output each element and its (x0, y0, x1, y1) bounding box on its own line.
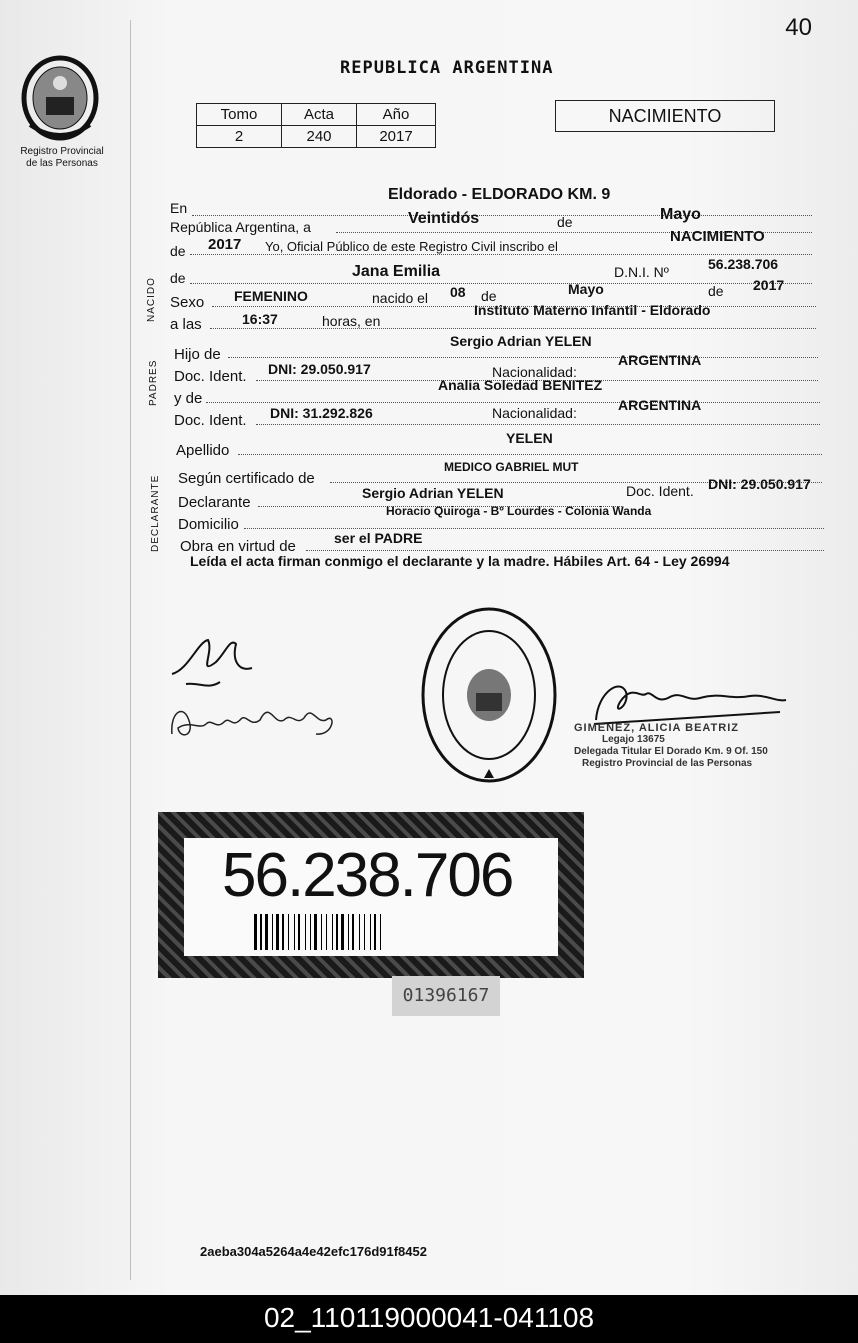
official-name: GIMENEZ, ALICIA BEATRIZ (574, 722, 739, 734)
obra-value: ser el PADRE (334, 530, 423, 546)
official-role: Delegada Titular El Dorado Km. 9 Of. 150 (574, 746, 768, 757)
obra-label: Obra en virtud de (180, 538, 296, 555)
y-de-label: y de (174, 390, 203, 407)
signature-official-icon (590, 672, 790, 727)
dotted-line (238, 454, 822, 455)
barcode-bar (341, 914, 344, 950)
document-hash: 2aeba304a5264a4e42efc176d91f8452 (200, 1244, 427, 1259)
mother-nationality: ARGENTINA (618, 397, 702, 413)
father-name: Sergio Adrian YELEN (450, 333, 592, 349)
father-doc-label: Doc. Ident. (174, 368, 247, 385)
dotted-line (256, 424, 820, 425)
registry-label-line2: de las Personas (26, 158, 98, 169)
barcode-bar (326, 914, 327, 950)
declarante-doc: DNI: 29.050.917 (708, 476, 811, 492)
mother-doc: DNI: 31.292.826 (270, 405, 373, 421)
footer-code: 02_110119000041-041108 (0, 1295, 858, 1343)
nacido-el-label: nacido el (372, 290, 429, 306)
barcode-bar (374, 914, 376, 950)
barcode-bar (332, 914, 333, 950)
year-prefix: de (170, 243, 186, 259)
year-value: 2017 (208, 236, 242, 253)
barcode-bar (348, 914, 349, 950)
dotted-line (228, 357, 818, 358)
acta-value: 240 (282, 126, 357, 148)
birth-month: Mayo (568, 281, 604, 297)
barcode-bar (260, 914, 262, 950)
act-type-box: NACIMIENTO (555, 100, 775, 132)
birth-year: 2017 (753, 277, 785, 293)
margin-line (130, 20, 131, 1280)
mother-nationality-label: Nacionalidad: (492, 405, 577, 421)
signature-father-icon (168, 632, 258, 692)
dotted-line (192, 215, 812, 216)
birth-day: 08 (450, 284, 466, 300)
serial-number: 01396167 (392, 976, 500, 1016)
barcode-bar (254, 914, 257, 950)
section-label-padres: PADRES (148, 359, 159, 406)
day-value: Veintidós (408, 210, 480, 227)
apellido-label: Apellido (176, 442, 230, 459)
official-stamp-text (574, 722, 768, 770)
registry-label (8, 146, 116, 170)
father-doc: DNI: 29.050.917 (268, 361, 371, 377)
acta-header: Acta (282, 104, 357, 126)
barcode-bar (314, 914, 317, 950)
tomo-value: 2 (197, 126, 282, 148)
official-registry: Registro Provincial de las Personas (582, 758, 753, 769)
place-value: Eldorado - ELDORADO KM. 9 (388, 186, 611, 203)
birth-time: 16:37 (242, 311, 278, 327)
dotted-line (210, 328, 816, 329)
page-number: 40 (785, 14, 812, 41)
hijo-de-label: Hijo de (174, 346, 221, 363)
barcode-bar (310, 914, 311, 950)
domicilio-label: Domicilio (178, 516, 239, 533)
father-nationality-label: Nacionalidad: (492, 364, 577, 380)
father-nationality: ARGENTINA (618, 352, 702, 368)
declarante-doc-label: Doc. Ident. (626, 483, 694, 499)
act-value: NACIMIENTO (670, 228, 765, 245)
dni-label: D.N.I. Nº (614, 264, 669, 280)
barcode-bar (282, 914, 284, 950)
mother-name: Analia Soledad BENITEZ (438, 377, 603, 393)
a-las-label: a las (170, 316, 202, 333)
barcode-bar (298, 914, 300, 950)
anio-header: Año (357, 104, 436, 126)
barcode-bar (370, 914, 371, 950)
barcode-bar (380, 914, 381, 950)
anio-value: 2017 (357, 126, 436, 148)
dotted-line (306, 550, 824, 551)
section-label-declarante: DECLARANTE (150, 474, 161, 552)
sexo-label: Sexo (170, 294, 205, 311)
barcode-bar (272, 914, 273, 950)
barcode-bar (305, 914, 306, 950)
horas-label: horas, en (322, 313, 381, 329)
tomo-acta-anio-table (196, 103, 436, 148)
official-legajo: Legajo 13675 (602, 734, 665, 745)
provincial-seal-icon (20, 55, 100, 141)
child-dni: 56.238.706 (708, 256, 779, 272)
signature-mother-icon (166, 690, 341, 746)
domicilio-value: Horacio Quiroga - Bº Lourdes - Colonia Wanda (386, 504, 652, 518)
section-label-nacido: NACIDO (146, 277, 157, 322)
month-value: Mayo (660, 206, 701, 223)
officer-text: Yo, Oficial Público de este Registro Civil inscribo el (265, 239, 558, 254)
id-label-inner (184, 838, 558, 956)
registry-label-line1: Registro Provincial (20, 146, 104, 157)
de-label: de (557, 214, 573, 230)
barcode-bar (265, 914, 268, 950)
birth-de-label: de (481, 288, 497, 304)
declarante-label: Declarante (178, 494, 251, 511)
barcode-icon (252, 914, 496, 950)
dotted-line (244, 528, 824, 529)
declarante-name: Sergio Adrian YELEN (362, 485, 504, 501)
birth-de-label2: de (708, 283, 724, 299)
closing-text: Leída el acta firman conmigo el declarante y la madre. Hábiles Art. 64 - Ley 26994 (190, 553, 730, 569)
id-label-number: 56.238.706 (222, 841, 513, 910)
dotted-line (190, 254, 812, 255)
barcode-bar (288, 914, 289, 950)
sexo-value: FEMENINO (234, 288, 308, 304)
cert-label: Según certificado de (178, 470, 315, 487)
barcode-bar (352, 914, 354, 950)
barcode-bar (321, 914, 322, 950)
document-title: REPUBLICA ARGENTINA (340, 58, 554, 78)
dotted-line (206, 402, 820, 403)
mother-doc-label: Doc. Ident. (174, 412, 247, 429)
apellido-value: YELEN (506, 430, 553, 446)
barcode-bar (364, 914, 365, 950)
child-name: Jana Emilia (352, 263, 441, 280)
barcode-bar (336, 914, 338, 950)
id-label-sticker (158, 812, 584, 978)
delegation-seal-icon (418, 603, 560, 793)
barcode-bar (294, 914, 295, 950)
en-label: En (170, 200, 188, 216)
barcode-bar (276, 914, 279, 950)
birth-place: Instituto Materno Infantil - Eldorado (474, 302, 711, 318)
nacido-de-label: de (170, 270, 186, 286)
republica-label: República Argentina, a (170, 219, 311, 235)
tomo-header: Tomo (197, 104, 282, 126)
cert-value: MEDICO GABRIEL MUT (444, 460, 579, 474)
barcode-bar (359, 914, 360, 950)
